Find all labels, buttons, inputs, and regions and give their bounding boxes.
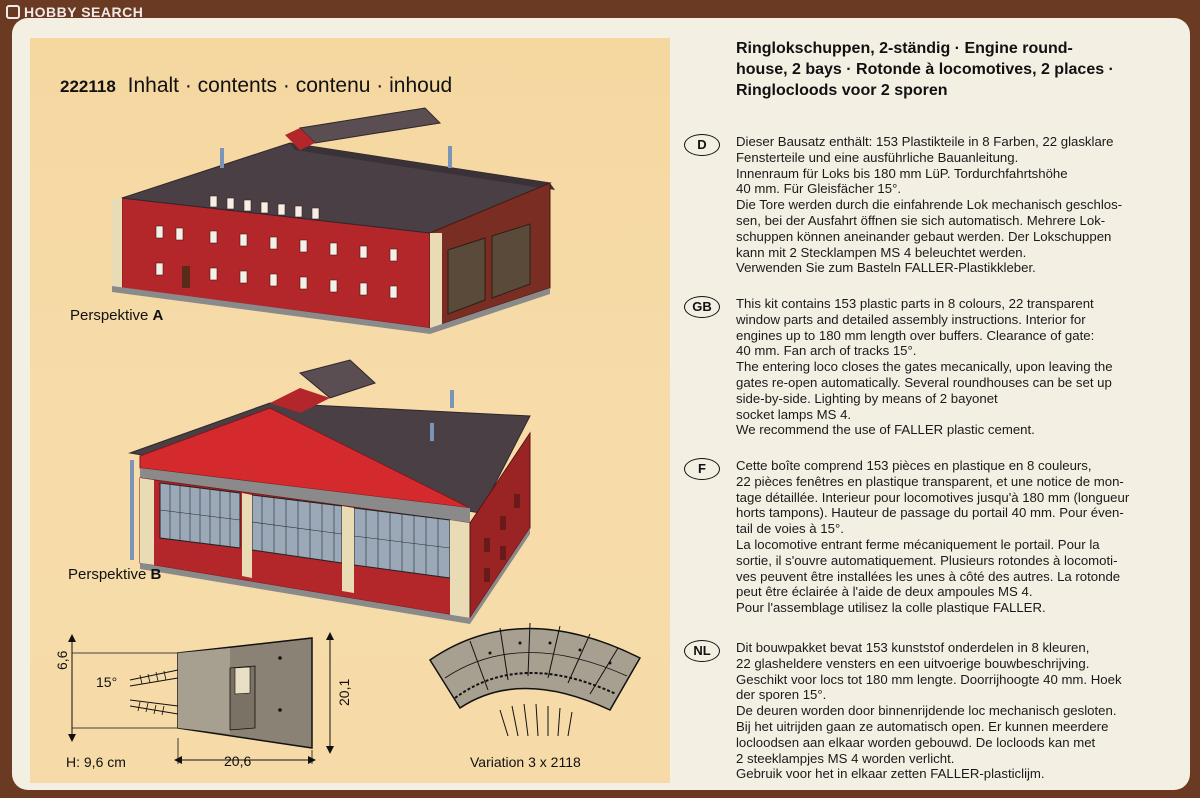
perspective-b-label: Perspektive B: [68, 566, 162, 583]
article-number: 222118: [60, 77, 116, 96]
building-perspective-a: [112, 108, 555, 334]
title-line: Ringlocloods voor 2 sporen: [736, 82, 948, 99]
model-illustrations: [30, 38, 670, 783]
dim-bottom-label: 20,6: [224, 753, 252, 769]
height-label: H: 9,6 cm: [66, 754, 126, 770]
dutch-description: [693, 640, 1181, 782]
title-line: house, 2 bays · Rotonde à locomotives, 2 places ·: [736, 61, 1114, 78]
description-text-gb: This kit contains 153 plastic parts in 8 colours, 22 transparent window parts and detailed assembly instructions. Interior for engines up to 180 mm length over buffers. Clearance of gate: 40 mm. Fan arch of tracks 15°. The entering loco closes the gates mecanically, upon leaving the gates re-open automatically. Several roundhouses can be set up side-by-side. Lighting by means of 2 bayonet socket lamps MS 4. We recommend the use of FALLER plastic cement.: [736, 296, 1113, 438]
description-text-nl: Dit bouwpakket bevat 153 kunststof onderdelen in 8 kleuren, 22 glasheldere vensters en een uitvoerige bouwbeschrijving. Geschikt voor locs tot 180 mm lengte. Doorrijhoogte 40 mm. Hoek der sporen 15°. De deuren worden door binnenrijdende loc mechanisch gesloten. Bij het uitrijden gaan ze automatisch open. Er kunnen meerdere locloodsen aan elkaar worden gebouwd. De locloods kan met 2 steeklampjes MS 4 worden verlicht. Gebruik voor het in elkaar zetten FALLER-plasticlijm.: [736, 640, 1122, 782]
dim-angle-label: 15°: [96, 674, 118, 690]
language-badge-nl: NL: [684, 640, 720, 662]
description-text-f: Cette boîte comprend 153 pièces en plastique en 8 couleurs, 22 pièces fenêtres en plastique transparent, et une notice de mon- tage détaillée. Interieur pour locomotives jusqu'à 180 mm (longueur horts tampons). Hauteur de passage du portail 40 mm. Pour éven- tail de voies à 15°. La locomotive entrant ferme mécaniquement le portail. Pour la sortie, il s'ouvre automatiquement. Plusieurs rotondes à locomoti- ves peuvent être installées les unes à côté des autres. La rotonde peut être éclairée à l'aide de deux ampoules MS 4. Pour l'assemblage utilisez la colle plastique FALLER.: [736, 458, 1130, 616]
description-panel: [692, 38, 1181, 782]
language-badge-f: F: [684, 458, 720, 480]
watermark-logo: [6, 4, 143, 20]
title-line: Ringlokschuppen, 2-ständig · Engine round-: [736, 40, 1073, 57]
dim-right-label: 20,1: [336, 678, 352, 706]
dimension-drawing: [68, 632, 334, 764]
watermark-text: HOBBY SEARCH: [24, 4, 144, 20]
dim-left-label: 6,6: [54, 650, 70, 670]
product-title: [736, 38, 1181, 101]
language-badge-gb: GB: [684, 296, 720, 318]
description-text-de: Dieser Bausatz enthält: 153 Plastikteile in 8 Farben, 22 glasklare Fensterteile und eine ausführliche Bauanleitung. Innenraum für Loks bis 180 mm LüP. Tordurchfahrtshöhe 40 mm. Für Gleisfächer 15°. Die Tore werden durch die einfahrende Lok mechanisch geschlos- sen, bei der Ausfahrt öffnen sie sich automatisch. Mehrere Lok- schuppen können aneinander gebaut werden. Der Lokschuppen kann mit 2 Stecklampen MS 4 beleuchtet werden. Verwenden Sie zum Basteln FALLER-Plastikkleber.: [736, 134, 1123, 276]
variation-diagram: [430, 623, 640, 736]
language-badge-de: D: [684, 134, 720, 156]
contents-panel: [30, 38, 670, 783]
english-description: [692, 296, 1181, 438]
perspective-a-label: Perspektive A: [70, 307, 164, 324]
variation-label: Variation 3 x 2118: [470, 754, 581, 770]
instruction-card: [12, 18, 1190, 790]
contents-title: Inhalt · contents · contenu · inhoud: [127, 74, 453, 97]
watermark-icon: [6, 5, 20, 19]
french-description: [698, 458, 1181, 616]
german-description: [697, 134, 1181, 276]
building-perspective-b: [130, 360, 530, 624]
